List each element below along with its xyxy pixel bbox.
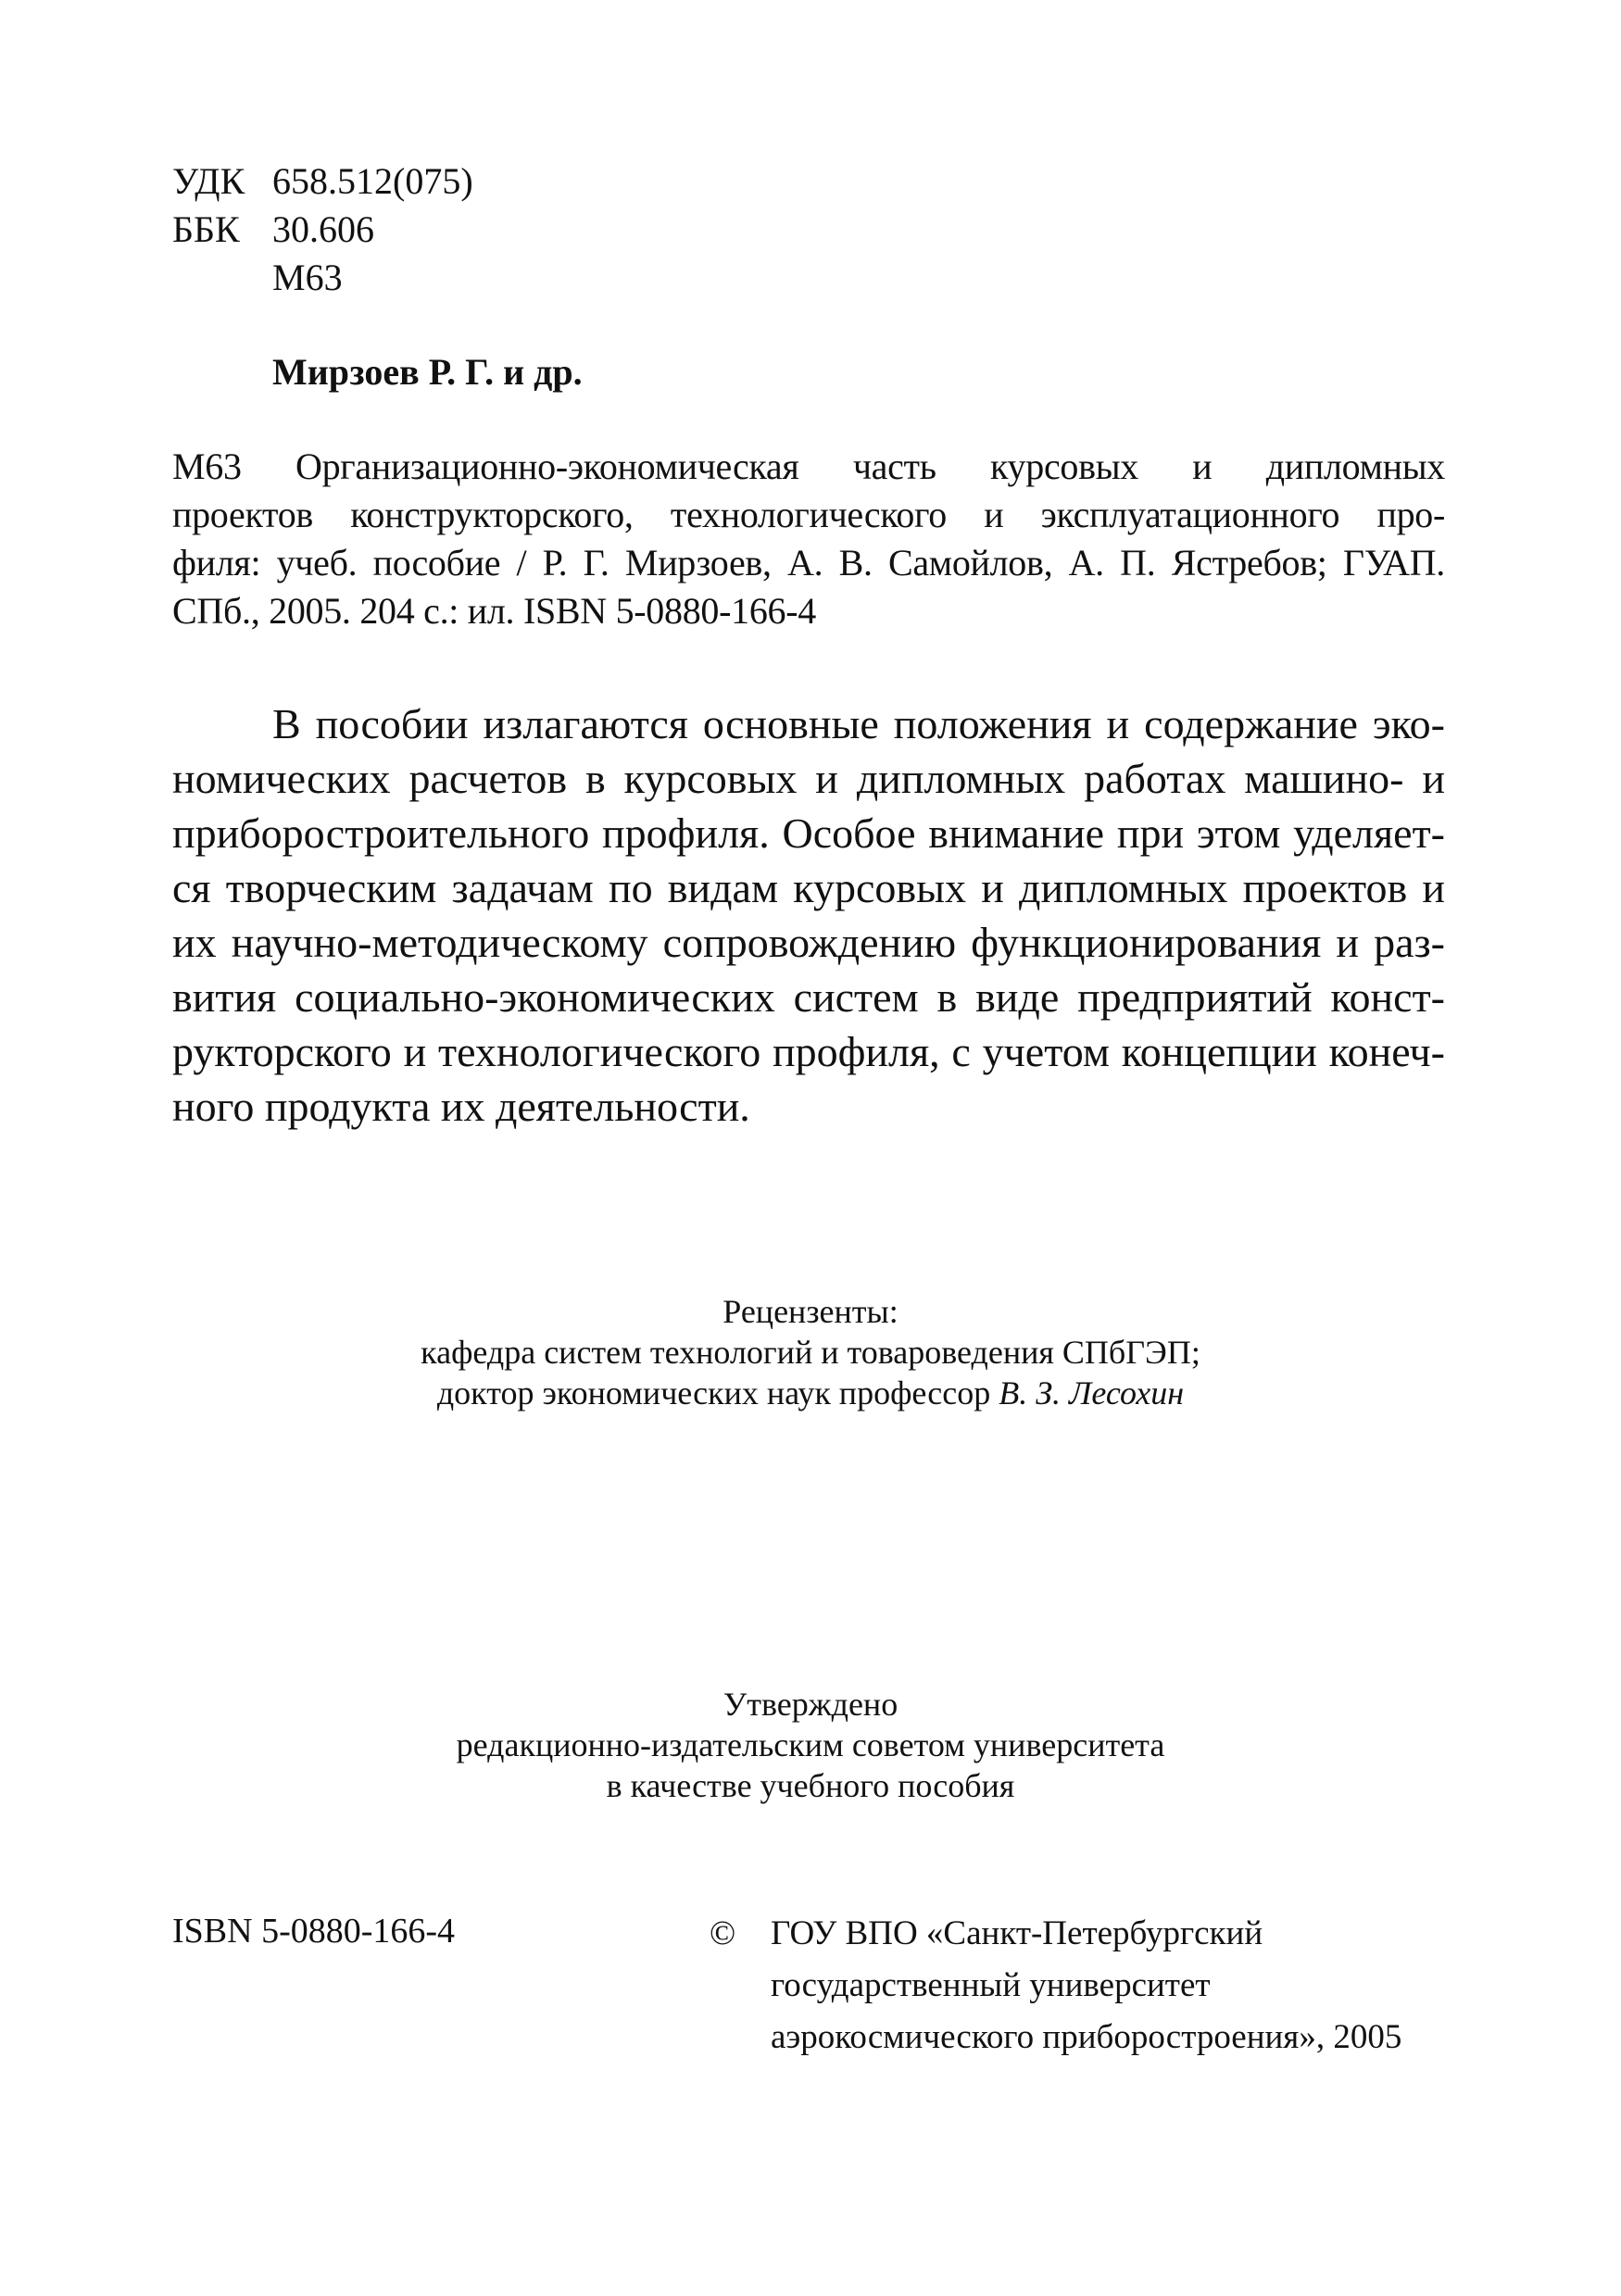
author-heading: Мирзоев Р. Г. и др.: [272, 351, 583, 393]
reviewer-department: кафедра систем технологий и товароведения СПбГЭП;: [421, 1334, 1200, 1371]
copyright-icon: ©: [710, 1914, 736, 1952]
abstract-line: В пособии излагаются основные положения и содержание эко-: [272, 700, 1445, 747]
reviewer-person-name: В. З. Лесохин: [999, 1374, 1185, 1411]
reviewer-person-title: доктор экономических наук профессор: [436, 1374, 999, 1411]
abstract-line: номических расчетов в курсовых и дипломных работах машино- и: [172, 755, 1445, 802]
abstract-line: ного продукта их деятельности.: [172, 1083, 750, 1130]
biblio-line: СПб., 2005. 204 с.: ил. ISBN 5-0880-166-4: [172, 590, 816, 632]
approval-line: редакционно-издательским советом университета: [456, 1726, 1165, 1763]
bibliographic-record: [172, 443, 1445, 635]
author-mark-row: [172, 254, 473, 302]
abstract-line: их научно-методическому сопровождению функционирования и раз-: [172, 919, 1445, 966]
bbk-label: ББК: [172, 208, 240, 250]
approval-line: в качестве учебного пособия: [606, 1767, 1015, 1804]
copyright-holder: ГОУ ВПО «Санкт-Петербургский: [771, 1914, 1263, 1952]
bbk-row: [172, 206, 473, 254]
biblio-line: М63 Организационно-экономическая часть курсовых и дипломных: [172, 445, 1445, 487]
copyright-block: [710, 1908, 1401, 2064]
approval-title: Утверждено: [723, 1686, 898, 1723]
copyright-line: государственный университет: [771, 1966, 1211, 2004]
abstract-line: ся творческим задачам по видам курсовых и дипломных проектов и: [172, 864, 1445, 911]
author-mark: М63: [272, 257, 343, 298]
bbk-value: 30.606: [272, 208, 374, 250]
biblio-line: филя: учеб. пособие / Р. Г. Мирзоев, А. В. Самойлов, А. П. Ястребов; ГУАП.: [172, 542, 1445, 583]
abstract-line: приборостроительного профиля. Особое внимание при этом уделяет-: [172, 809, 1445, 857]
udk-value: 658.512(075): [272, 160, 473, 202]
udk-label: УДК: [172, 160, 245, 202]
classification-block: [172, 157, 473, 302]
copyright-line: аэрокосмического приборостроения», 2005: [771, 2018, 1402, 2056]
reviewer-person: [0, 1373, 1621, 1413]
copyright-line: [710, 1908, 1401, 1960]
abstract-line: вития социально-экономических систем в виде предприятий конст-: [172, 973, 1445, 1021]
reviewers-block: [0, 1291, 1621, 1413]
abstract-line: рукторского и технологического профиля, с учетом концепции конеч-: [172, 1028, 1445, 1075]
biblio-line: проектов конструкторского, технологического и эксплуатационного про-: [172, 494, 1445, 535]
abstract-paragraph: [172, 696, 1445, 1134]
approval-block: [0, 1684, 1621, 1806]
udk-row: [172, 157, 473, 206]
reviewers-title: Рецензенты:: [723, 1293, 898, 1330]
isbn-number: ISBN 5-0880-166-4: [172, 1912, 456, 1951]
